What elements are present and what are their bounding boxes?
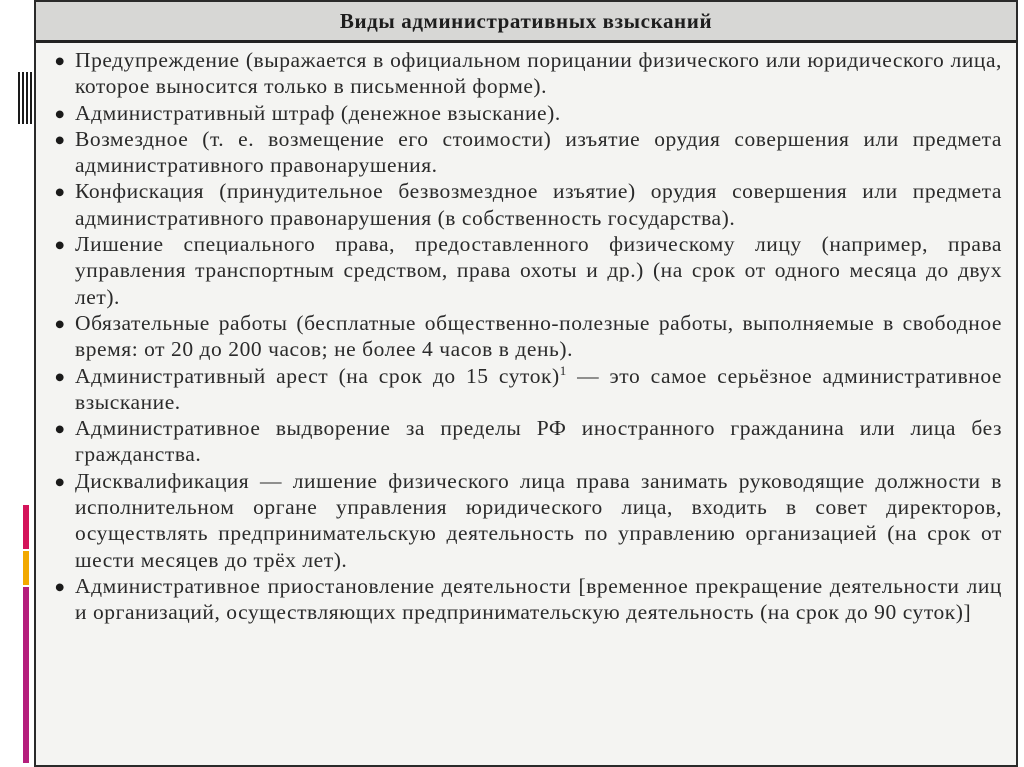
list-item — [50, 47, 1002, 100]
list-item-text: Конфискация (принудительное безвозмездное изъятие) орудия совершения или предмета административного правонарушения (в собственность государства). — [75, 179, 1002, 230]
list-item-text: Административный штраф (денежное взыскание). — [75, 100, 561, 125]
list-item-text: Административное приостановление деятельности [временное прекращение деятельности лиц и организаций, осуществляющих предпринимательскую деятельность (на срок до 90 суток)] — [75, 573, 1002, 625]
list-item-text: Лишение специального права, предоставленного физическому лицу (например, права управления транспортным средством, права охоты и др.) (на срок от одного месяца до двух лет). — [75, 232, 1002, 309]
list-item — [50, 468, 1002, 573]
list-item — [50, 310, 1002, 363]
penalty-list — [36, 43, 1016, 626]
bullet-dot-icon: ● — [50, 127, 69, 151]
bullet-dot-icon: ● — [50, 101, 69, 125]
list-item-text: Дисквалификация — лишение физического лица права занимать руководящие должности в исполнительном органе управления юридического лица, входить в совет директоров, осуществлять предпринимательскую деятельность по управлению организацией (на срок от шести месяцев до трёх лет). — [75, 468, 1002, 572]
bullet-dot-icon: ● — [50, 233, 69, 256]
list-item-text: Предупреждение (выражается в официальном порицании физического или юридического лица, которое выносится только в письменной форме). — [75, 48, 1002, 99]
binding-lines-icon — [18, 72, 32, 124]
bullet-dot-icon: ● — [50, 417, 69, 440]
bullet-dot-icon: ● — [50, 575, 69, 598]
list-item — [50, 126, 1002, 179]
list-item-text: Возмездное (т. е. возмещение его стоимости) изъятие орудия совершения или предмета административного правонарушения. — [75, 126, 1002, 178]
page-title: Виды административных взысканий — [36, 2, 1016, 43]
list-item — [50, 362, 1002, 416]
accent-bar — [23, 505, 29, 761]
list-item — [50, 178, 1002, 231]
list-item-text: Административное выдворение за пределы РФ иностранного гражданина или лица без гражданства. — [75, 416, 1002, 467]
bullet-dot-icon: ● — [50, 469, 69, 493]
arrest-text: Административный арест (на срок до 15 суток) — [75, 363, 560, 388]
list-item — [50, 573, 1002, 626]
slide-left-margin — [0, 0, 34, 767]
list-item — [50, 231, 1002, 310]
accent-segment-2 — [23, 551, 29, 585]
arrest-text-continued: — это самое серьёзное административное взыскание. — [75, 363, 1002, 414]
bullet-dot-icon: ● — [50, 364, 69, 388]
list-item — [50, 415, 1002, 468]
list-item-text: Обязательные работы (бесплатные общественно-полезные работы, выполняемые в свободное время: от 20 до 200 часов; не более 4 часов в день). — [75, 310, 1002, 362]
list-item — [50, 100, 1002, 126]
accent-segment-3 — [23, 587, 29, 763]
bullet-dot-icon: ● — [50, 312, 69, 335]
bullet-dot-icon: ● — [50, 180, 69, 204]
document-page — [34, 0, 1018, 767]
accent-segment-1 — [23, 505, 29, 549]
footnote-marker: 1 — [559, 362, 567, 378]
list-item-text — [75, 363, 1002, 416]
bullet-dot-icon: ● — [50, 49, 69, 72]
